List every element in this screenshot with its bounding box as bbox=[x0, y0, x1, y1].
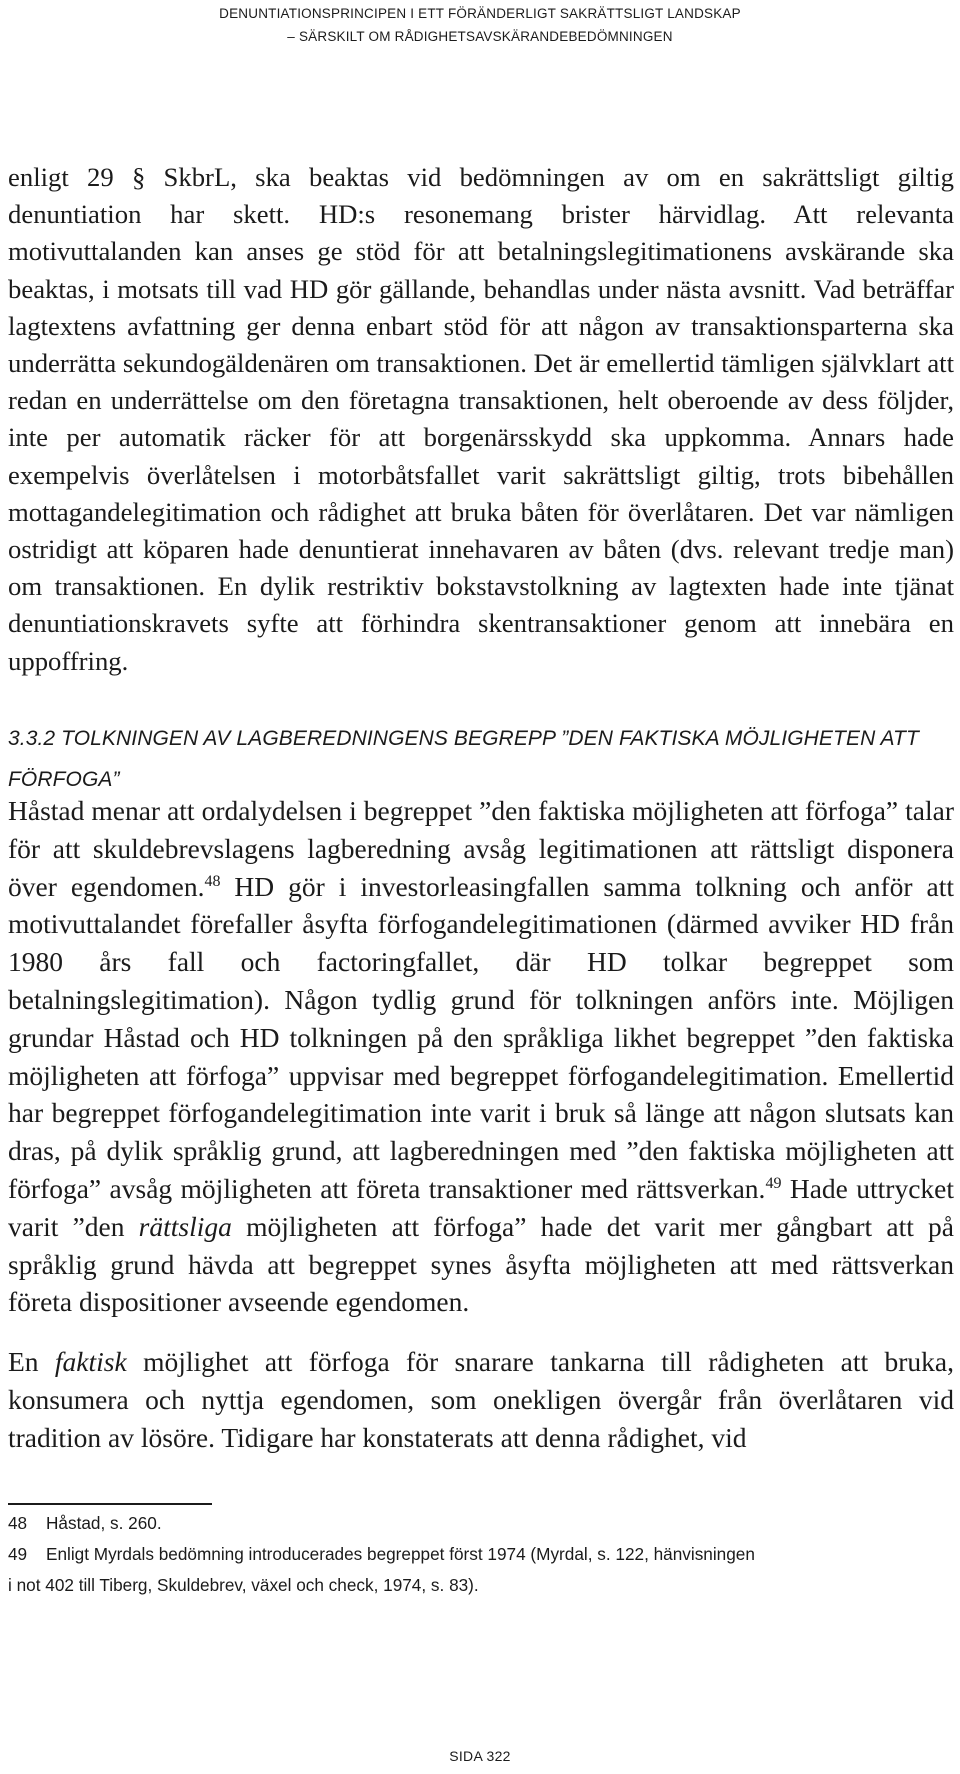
footnote-49 bbox=[8, 1539, 954, 1570]
paragraph-1-text: enligt 29 § SkbrL, ska beaktas vid bedömningen av om en sakrättsligt giltig denuntiation har skett. HD:s resonemang brister härvidlag. Att relevanta motivuttalanden kan anses ge stöd för att betalningslegitimationens avskärande ska beaktas, i motsats till vad HD gör gällande, behandlas under nästa avsnitt. Vad beträffar lagtextens avfattning ger denna enbart stöd för att någon av transaktionsparterna ska underrätta sekundogäldenären om transaktionen. Det är emellertid tämligen självklart att redan en underrättelse om den företagna transaktionen, helt oberoende av dess följder, inte per automatik räcker för att borgenärsskydd ska uppkomma. Annars hade exempelvis överlåtelsen i motorbåtsfallet varit sakrättsligt giltig, trots bibehållen mottagandelegitimation och rådighet att bruka båten för överlåtaren. Det var nämligen ostridigt att köparen hade denuntierat innehavaren av båten (dvs. relevant tredje man) om transaktionen. En dylik restriktiv bokstavstolkning av lagtexten hade inte tjänat denuntiationskravets syfte att förhindra skentransaktioner genom att innebära en uppoffring. bbox=[8, 162, 954, 676]
paragraph-2 bbox=[8, 792, 954, 1321]
section-heading: 3.3.2 TOLKNINGEN AV LAGBEREDNINGENS BEGREPP ”DEN FAKTISKA MÖJLIGHETEN ATT FÖRFOGA” bbox=[8, 727, 919, 791]
running-header bbox=[0, 0, 960, 48]
running-header-line-2: – SÄRSKILT OM RÅDIGHETSAVSKÄRANDEBEDÖMNINGEN bbox=[287, 29, 673, 44]
footnote-number: 49 bbox=[8, 1544, 28, 1564]
paragraph-2-part-1: Håstad menar att ordalydelsen i begreppet ”den faktiska möjligheten att förfoga” talar för att skuldebrevslagens lagberedning avsåg legitimationen att rättsligt disponera över egendomen. bbox=[8, 795, 954, 902]
page-number: SIDA 322 bbox=[449, 1748, 511, 1764]
paragraph-3-part-1: En bbox=[8, 1346, 55, 1377]
footnote-text: Håstad, s. 260. bbox=[46, 1513, 162, 1533]
paragraph-1 bbox=[8, 159, 954, 680]
paragraph-2-part-3: Hade uttrycket varit ”den bbox=[8, 1172, 954, 1242]
paragraph-3-part-2: möjlighet att förfoga för snarare tankarna till rådigheten att bruka, konsumera och nyttja egendomen, som onekligen övergår från överlåtaren vid tradition av lösöre. Tidigare har konstaterats att denna rådighet, vid bbox=[8, 1346, 954, 1453]
paragraph-2-part-2: HD gör i investorleasingfallen samma tolkning och anför att motivuttalandet förefaller åsyfta förfogandelegitimationen (därmed avviker HD från 1980 års fall och factoringfallet, där HD tolkar begreppet som betalningslegitimation). Någon tydlig grund för tolkningen anförs inte. Möjligen grundar Håstad och HD tolkningen på den språkliga likhet begreppet ”den faktiska möjligheten att förfoga” uppvisar med begreppet förfogandelegitimation. Emellertid har begreppet förfogandelegitimation inte varit i bruk så länge att någon slutsats kan dras, på dylik språklig grund, att lagberedningen med ”den faktiska möjligheten att förfoga” avsåg möjligheten att företa transaktioner med rättsverkan. bbox=[8, 870, 955, 1204]
footnote-48 bbox=[8, 1508, 954, 1539]
footnote-ref-49[interactable]: 49 bbox=[765, 1174, 782, 1192]
footnote-49-continuation: i not 402 till Tiberg, Skuldebrev, växel och check, 1974, s. 83). bbox=[8, 1575, 479, 1595]
paragraph-3 bbox=[8, 1343, 954, 1456]
footnotes bbox=[8, 1508, 954, 1601]
footnote-text: Enligt Myrdals bedömning introducerades begreppet först 1974 (Myrdal, s. 122, hänvisningen bbox=[46, 1544, 755, 1564]
paragraph-2-part-4: möjligheten att förfoga” hade det varit mer gångbart att på språklig grund hävda att begreppet synes åsyfta möjligheten att med rättsverkan företa dispositioner avseende egendomen. bbox=[8, 1210, 954, 1318]
footnote-ref-48[interactable]: 48 bbox=[204, 872, 221, 890]
paragraph-3-italic: faktisk bbox=[54, 1346, 127, 1377]
footnote-number: 48 bbox=[8, 1513, 28, 1533]
running-header-line-1: DENUNTIATIONSPRINCIPEN I ETT FÖRÄNDERLIGT SAKRÄTTSLIGT LANDSKAP bbox=[219, 6, 741, 21]
paragraph-2-italic: rättsliga bbox=[138, 1210, 232, 1242]
footnote-divider bbox=[8, 1503, 212, 1505]
